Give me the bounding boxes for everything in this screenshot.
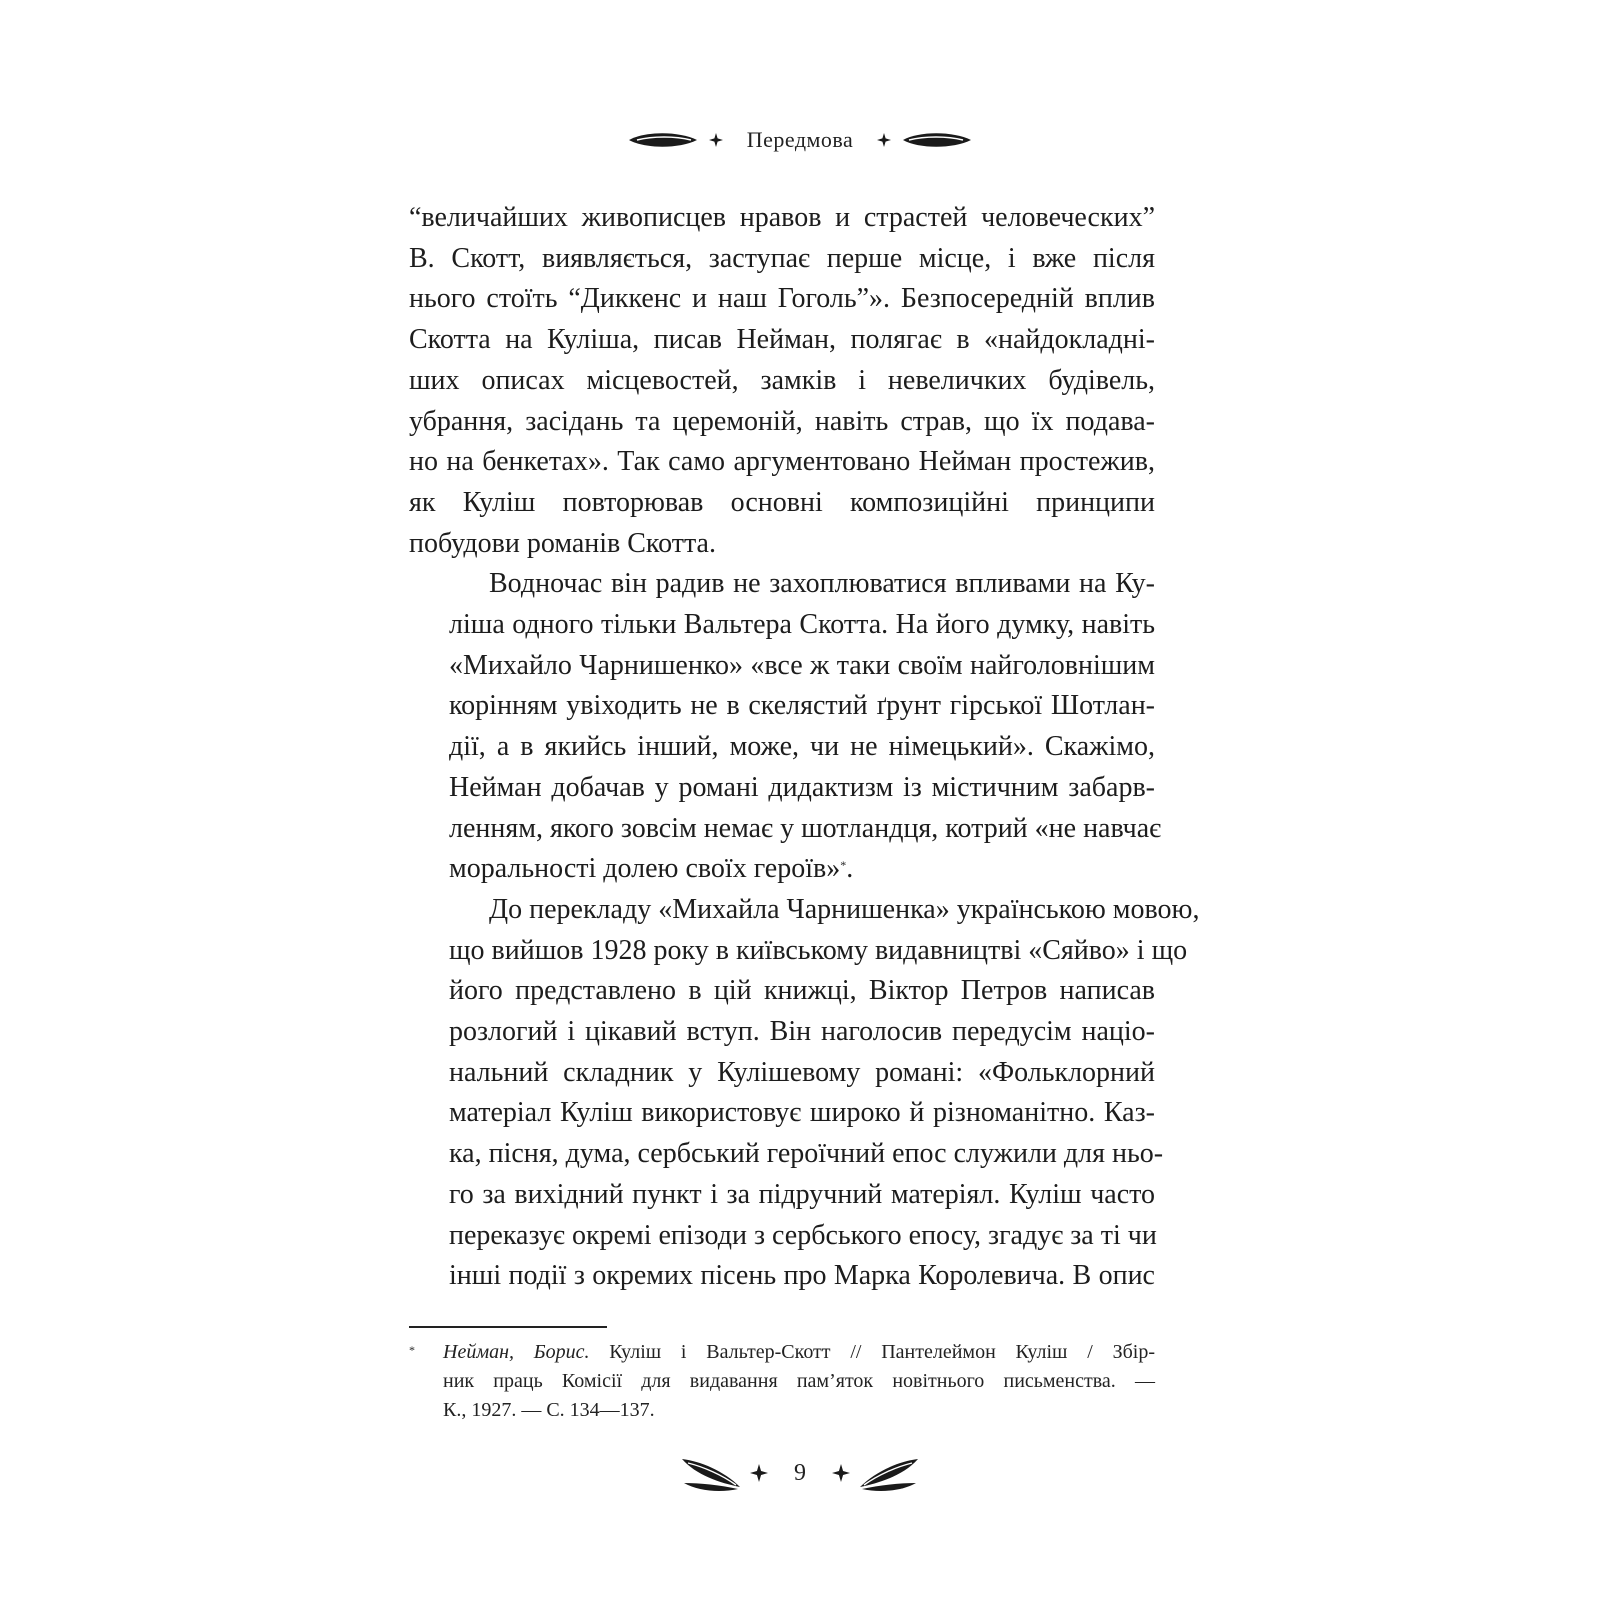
text-line: «Михайло Чарнишенко» «все ж таки своїм найголовнішим xyxy=(449,649,1155,681)
text-line: інші події з окремих пісень про Марка Королевича. В опис xyxy=(449,1260,1155,1292)
text-line: “величайших живописцев нравов и страстей человеческих” xyxy=(409,202,1155,233)
text-line: До перекладу «Михайла Чарнишенка» українською мовою, xyxy=(489,893,1200,925)
text-line: В. Скотт, виявляється, заступає перше місце, і вже після xyxy=(409,242,1155,274)
star-ornament-icon xyxy=(832,1464,850,1482)
text-line: нього стоїть “Диккенс и наш Гоголь”». Безпосередній вплив xyxy=(409,283,1155,315)
body-text xyxy=(409,198,1200,1297)
footnote-body xyxy=(409,1338,1155,1425)
footnote-author: Нейман, Борис. xyxy=(443,1341,590,1363)
text-line: го за вихідний пункт і за підручний матеріял. Куліш часто xyxy=(449,1178,1155,1210)
footnote-line: К., 1927. — С. 134—137. xyxy=(443,1399,655,1421)
text-line: Водночас він радив не захоплюватися впливами на Ку- xyxy=(489,568,1155,600)
page-footer xyxy=(0,1448,1600,1498)
text-line-content: моральності долею своїх героїв» xyxy=(449,853,841,885)
text-line: ліша одного тільки Вальтера Скотта. На його думку, навіть xyxy=(449,609,1155,641)
paragraph xyxy=(409,198,1155,564)
text-line: що вийшов 1928 року в київському видавництві «Сяйво» і що xyxy=(449,934,1188,966)
text-line: розлогий і цікавий вступ. Він наголосив передусім націо- xyxy=(449,1016,1155,1048)
footnote-line xyxy=(443,1338,1155,1367)
text-line: нальний складник у Кулішевому романі: «Фольклорний xyxy=(449,1056,1155,1088)
footnote xyxy=(409,1338,1155,1425)
text-line: ших описах місцевостей, замків і невеличких будівель, xyxy=(409,364,1155,396)
text-line: Нейман добачав у романі дидактизм із містичним забарв- xyxy=(449,771,1155,803)
running-header-title: Передмова xyxy=(746,127,854,152)
text-line: ленням, якого зовсім немає у шотландця, котрий «не навчає xyxy=(449,812,1162,844)
footnote-line: ник праць Комісії для видавання пам’яток новітнього письменства. — xyxy=(443,1370,1155,1392)
footnote-mark: * xyxy=(409,1343,415,1357)
footnote-reference[interactable]: * xyxy=(840,858,847,873)
text-line: переказує окремі епізоди з сербського епосу, згадує за ті чи xyxy=(449,1219,1157,1251)
running-header xyxy=(0,120,1600,160)
star-ornament-icon xyxy=(709,133,723,147)
text-line: корінням увіходить не в скелястий ґрунт гірської Шотлан- xyxy=(449,690,1155,722)
star-ornament-icon xyxy=(877,133,891,147)
text-line: убрання, засідань та церемоній, навіть страв, що їх подава- xyxy=(409,405,1155,437)
text-line: як Куліш повторював основні композиційні принципи xyxy=(409,486,1155,518)
text-line xyxy=(409,849,1155,890)
paragraph xyxy=(409,890,1200,1297)
paragraph xyxy=(409,564,1162,890)
text-line: ка, пісня, дума, сербський героїчний епос служили для ньо- xyxy=(449,1138,1164,1170)
text-line-tail: . xyxy=(846,853,854,885)
leaf-ornament-left-icon xyxy=(627,131,699,149)
text-line: но на бенкетах». Так само аргументовано Нейман простежив, xyxy=(409,446,1155,478)
text-line: його представлено в цій книжці, Віктор Петров написав xyxy=(449,975,1155,1007)
leaf-ornament-left-icon xyxy=(680,1453,742,1493)
footnote-line-rest: Куліш і Вальтер-Скотт // Пантелеймон Куліш / Збір- xyxy=(589,1341,1155,1363)
leaf-ornament-right-icon xyxy=(901,131,973,149)
page-number: 9 xyxy=(794,1459,806,1486)
text-line: побудови романів Скотта. xyxy=(409,527,716,559)
text-line: Скотта на Куліша, писав Нейман, полягає в «найдокладні- xyxy=(409,324,1155,356)
star-ornament-icon xyxy=(750,1464,768,1482)
leaf-ornament-right-icon xyxy=(858,1453,920,1493)
text-line: матеріал Куліш використовує широко й різноманітно. Каз- xyxy=(449,1097,1155,1129)
footnote-separator xyxy=(409,1326,607,1328)
text-line: дії, а в якийсь інший, може, чи не німецький». Скажімо, xyxy=(449,731,1155,763)
